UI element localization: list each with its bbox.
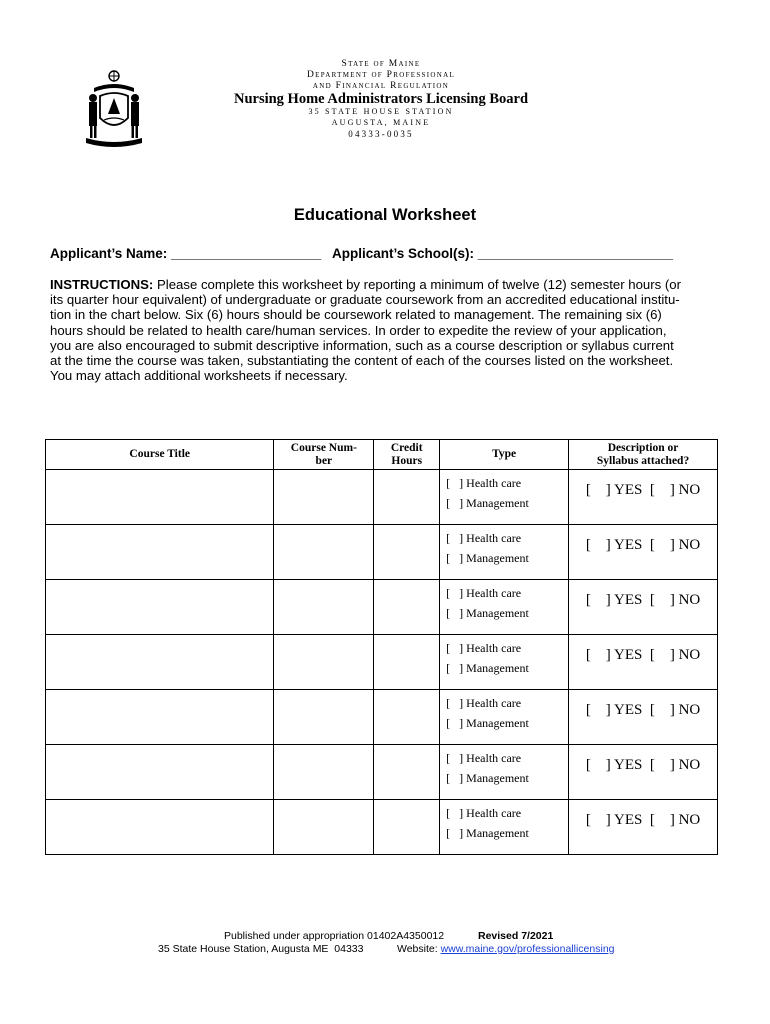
description-cell	[569, 580, 718, 635]
course-number-cell[interactable]	[274, 800, 374, 855]
address-line2: AUGUSTA, MAINE	[331, 118, 431, 127]
board-name: Nursing Home Administrators Licensing Board	[233, 91, 529, 107]
credit-hours-cell[interactable]	[374, 470, 440, 525]
instructions-line: You may attach additional worksheets if necessary.	[50, 368, 348, 384]
instructions-line: tion in the chart below. Six (6) hours should be coursework related to management. The remaining six (6)	[50, 307, 662, 323]
type-cell	[440, 580, 569, 635]
course-title-cell[interactable]	[46, 800, 274, 855]
type-cell	[440, 690, 569, 745]
col-header-description: Description or Syllabus attached?	[569, 440, 718, 470]
course-title-cell[interactable]	[46, 470, 274, 525]
course-number-cell[interactable]	[274, 635, 374, 690]
description-cell	[569, 800, 718, 855]
credit-hours-cell[interactable]	[374, 580, 440, 635]
instructions	[50, 277, 720, 383]
syllabus-yes-no-options[interactable]: [ ] YES [ ] NO	[585, 482, 701, 498]
course-number-cell[interactable]	[274, 690, 374, 745]
course-number-cell[interactable]	[274, 525, 374, 580]
course-number-cell[interactable]	[274, 745, 374, 800]
description-cell	[569, 690, 718, 745]
col-header-course-title: Course Title	[46, 440, 274, 470]
course-title-cell[interactable]	[46, 690, 274, 745]
table-row	[46, 525, 718, 580]
table-row	[46, 580, 718, 635]
zip-code: 04333-0035	[348, 129, 414, 139]
health-care-checkbox[interactable]: [ ] Health care	[446, 586, 522, 600]
management-checkbox[interactable]: [ ] Management	[446, 551, 529, 565]
applicant-name-label: Applicant’s Name:	[50, 246, 168, 261]
type-cell	[440, 525, 569, 580]
credit-hours-cell[interactable]	[374, 745, 440, 800]
type-cell	[440, 745, 569, 800]
management-checkbox[interactable]: [ ] Management	[446, 661, 529, 675]
course-number-cell[interactable]	[274, 580, 374, 635]
instructions-line: Please complete this worksheet by reporting a minimum of twelve (12) semester hours (or	[153, 277, 682, 292]
instructions-label: INSTRUCTIONS:	[50, 277, 154, 292]
instructions-line: hours should be related to health care/human services. In order to expedite the review of your application,	[50, 322, 667, 338]
syllabus-yes-no-options[interactable]: [ ] YES [ ] NO	[585, 592, 701, 608]
instructions-line: its quarter hour equivalent) of undergraduate or graduate coursework from an accredited educational institu-	[50, 292, 680, 308]
applicant-line	[50, 246, 673, 261]
course-title-cell[interactable]	[46, 635, 274, 690]
worksheet-table	[45, 439, 718, 855]
management-checkbox[interactable]: [ ] Management	[446, 826, 529, 840]
description-cell	[569, 635, 718, 690]
col-header-course-number: Course Num- ber	[274, 440, 374, 470]
address-line1: 35 STATE HOUSE STATION	[308, 107, 454, 116]
management-checkbox[interactable]: [ ] Management	[446, 606, 529, 620]
description-cell	[569, 470, 718, 525]
description-cell	[569, 745, 718, 800]
health-care-checkbox[interactable]: [ ] Health care	[446, 696, 522, 710]
applicant-school-label: Applicant’s School(s):	[331, 246, 474, 261]
syllabus-yes-no-options[interactable]: [ ] YES [ ] NO	[585, 757, 701, 773]
credit-hours-cell[interactable]	[374, 635, 440, 690]
table-row	[46, 635, 718, 690]
footer-website-label: Website:	[397, 943, 441, 955]
credit-hours-cell[interactable]	[374, 800, 440, 855]
footer-website	[397, 943, 615, 955]
state-seal-icon	[82, 66, 146, 150]
table-row	[46, 745, 718, 800]
management-checkbox[interactable]: [ ] Management	[446, 771, 529, 785]
instructions-line: at the time the course was taken, substantiating the content of each of the courses listed on the worksheet.	[50, 353, 674, 369]
state-name: State of Maine	[341, 59, 421, 69]
health-care-checkbox[interactable]: [ ] Health care	[446, 531, 522, 545]
instructions-line: you are also encouraged to submit descriptive information, such as a course description or syllabus current	[50, 337, 674, 353]
col-header-type: Type	[440, 440, 569, 470]
table-row	[46, 470, 718, 525]
health-care-checkbox[interactable]: [ ] Health care	[446, 641, 522, 655]
health-care-checkbox[interactable]: [ ] Health care	[446, 806, 522, 820]
footer-address: 35 State House Station, Augusta ME 04333	[158, 943, 364, 955]
footer-revised: Revised 7/2021	[478, 930, 554, 942]
course-number-cell[interactable]	[274, 470, 374, 525]
syllabus-yes-no-options[interactable]: [ ] YES [ ] NO	[585, 647, 701, 663]
credit-hours-cell[interactable]	[374, 690, 440, 745]
department-name: Department of Professional	[306, 70, 456, 80]
health-care-checkbox[interactable]: [ ] Health care	[446, 751, 522, 765]
website-link[interactable]: www.maine.gov/professionallicensing	[440, 943, 615, 955]
management-checkbox[interactable]: [ ] Management	[446, 716, 529, 730]
type-cell	[440, 635, 569, 690]
credit-hours-cell[interactable]	[374, 525, 440, 580]
syllabus-yes-no-options[interactable]: [ ] YES [ ] NO	[585, 812, 701, 828]
footer-published: Published under appropriation 01402A4350012	[224, 930, 445, 942]
table-row	[46, 800, 718, 855]
description-cell	[569, 525, 718, 580]
table-header-row	[46, 440, 718, 470]
health-care-checkbox[interactable]: [ ] Health care	[446, 476, 522, 490]
course-title-cell[interactable]	[46, 525, 274, 580]
type-cell	[440, 470, 569, 525]
page-title: Educational Worksheet	[293, 206, 477, 224]
course-title-cell[interactable]	[46, 580, 274, 635]
type-cell	[440, 800, 569, 855]
department-name-line2: and Financial Regulation	[312, 81, 450, 91]
applicant-school-field[interactable]: __________________________	[477, 246, 673, 261]
syllabus-yes-no-options[interactable]: [ ] YES [ ] NO	[585, 537, 701, 553]
table-row	[46, 690, 718, 745]
syllabus-yes-no-options[interactable]: [ ] YES [ ] NO	[585, 702, 701, 718]
course-title-cell[interactable]	[46, 745, 274, 800]
management-checkbox[interactable]: [ ] Management	[446, 496, 529, 510]
applicant-name-field[interactable]: ____________________	[171, 246, 322, 261]
col-header-credit-hours: Credit Hours	[374, 440, 440, 470]
